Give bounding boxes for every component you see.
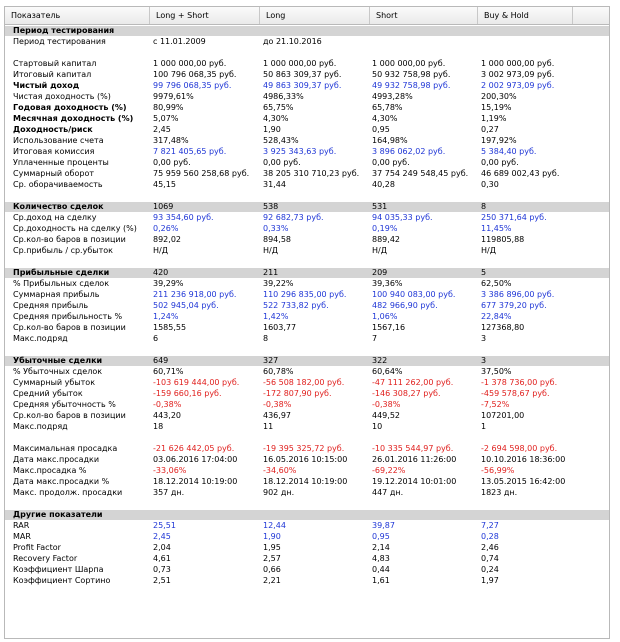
value-cell: -7,52% (481, 400, 510, 409)
value-cell: 1 000 000,00 руб. (372, 59, 446, 68)
table-row[interactable] (5, 147, 609, 157)
row-label: Коэффициент Сортино (13, 576, 111, 585)
row-label: Profit Factor (13, 543, 61, 552)
value-cell: 0,00 руб. (263, 158, 301, 167)
value-cell: 5 (481, 268, 487, 277)
table-row[interactable] (5, 444, 609, 454)
value-cell: 0,95 (372, 125, 390, 134)
value-cell: 62,50% (481, 279, 512, 288)
value-cell: -21 626 442,05 руб. (153, 444, 235, 453)
value-cell: 197,92% (481, 136, 517, 145)
table-row[interactable] (5, 224, 609, 234)
value-cell: 1,97 (481, 576, 499, 585)
value-cell: 322 (372, 356, 388, 365)
row-label: Ср.кол-во баров в позиции (13, 323, 126, 332)
row-label: Коэффициент Шарпа (13, 565, 104, 574)
value-cell: 15,19% (481, 103, 512, 112)
table-row[interactable] (5, 114, 609, 124)
value-cell: 502 945,04 руб. (153, 301, 219, 310)
value-cell: 11,45% (481, 224, 512, 233)
value-cell: 39,87 (372, 521, 395, 530)
value-cell: 18.12.2014 10:19:00 (263, 477, 348, 486)
value-cell: 2,21 (263, 576, 281, 585)
table-row[interactable] (5, 213, 609, 223)
value-cell: 327 (263, 356, 279, 365)
value-cell: 1,06% (372, 312, 398, 321)
value-cell: 39,29% (153, 279, 184, 288)
value-cell: 26.01.2016 11:26:00 (372, 455, 457, 464)
value-cell: 60,71% (153, 367, 184, 376)
table-row[interactable] (5, 279, 609, 289)
col-header-buy-hold[interactable]: Buy & Hold (478, 7, 573, 24)
table-row[interactable] (5, 235, 609, 245)
col-header-long-short[interactable]: Long + Short (150, 7, 260, 24)
value-cell: 8 (481, 202, 487, 211)
value-cell: 25,51 (153, 521, 176, 530)
value-cell: 0,26% (153, 224, 179, 233)
table-row[interactable] (5, 565, 609, 575)
value-cell (372, 37, 478, 47)
table-row[interactable] (5, 488, 609, 498)
row-label: % Убыточных сделок (13, 367, 103, 376)
value-cell: 443,20 (153, 411, 181, 420)
value-cell: 1,24% (153, 312, 179, 321)
value-cell: 22,84% (481, 312, 512, 321)
value-cell: 200,30% (481, 92, 517, 101)
value-cell: 0,28 (481, 532, 499, 541)
row-label: Ср. оборачиваемость (13, 180, 103, 189)
value-cell: 357 дн. (153, 488, 185, 497)
value-cell: 528,43% (263, 136, 299, 145)
value-cell: 8 (263, 334, 269, 343)
value-cell (481, 26, 607, 36)
value-cell: 531 (372, 202, 388, 211)
section-title: Прибыльные сделки (13, 268, 110, 277)
value-cell: 211 236 918,00 руб. (153, 290, 237, 299)
value-cell: 75 959 560 258,68 руб. (153, 169, 250, 178)
row-label: Дата макс.просадки % (13, 477, 110, 486)
value-cell: 3 925 343,63 руб. (263, 147, 337, 156)
section-title: Количество сделок (13, 202, 104, 211)
value-cell: -2 694 598,00 руб. (481, 444, 558, 453)
value-cell: 482 966,90 руб. (372, 301, 438, 310)
value-cell: 2,46 (481, 543, 499, 552)
value-cell: 420 (153, 268, 169, 277)
row-label: Чистая доходность (%) (13, 92, 111, 101)
value-cell: 99 796 068,35 руб. (153, 81, 232, 90)
table-row[interactable] (5, 422, 609, 432)
value-cell: -33,06% (153, 466, 187, 475)
value-cell: 0,27 (481, 125, 499, 134)
value-cell: 449,52 (372, 411, 400, 420)
value-cell (153, 26, 261, 36)
row-label: Суммарная прибыль (13, 290, 100, 299)
value-cell: 0,74 (481, 554, 499, 563)
section-header-row[interactable] (5, 510, 609, 520)
value-cell: 2,51 (153, 576, 171, 585)
value-cell: 46 689 002,43 руб. (481, 169, 560, 178)
value-cell: 2,04 (153, 543, 171, 552)
value-cell: 1567,16 (372, 323, 406, 332)
value-cell: 7 (372, 334, 378, 343)
value-cell: 65,75% (263, 103, 294, 112)
value-cell: 10 (372, 422, 383, 431)
value-cell: 0,00 руб. (372, 158, 410, 167)
row-label: Макс.просадка % (13, 466, 87, 475)
value-cell: Н/Д (263, 246, 278, 255)
table-row[interactable] (5, 169, 609, 179)
value-cell: 1 000 000,00 руб. (481, 59, 555, 68)
value-cell: 317,48% (153, 136, 189, 145)
value-cell: -0,38% (263, 400, 292, 409)
value-cell (372, 26, 478, 36)
value-cell: 40,28 (372, 180, 395, 189)
value-cell: 892,02 (153, 235, 181, 244)
value-cell (263, 510, 371, 520)
table-row[interactable] (5, 246, 609, 256)
value-cell: 0,00 руб. (153, 158, 191, 167)
value-cell: 164,98% (372, 136, 408, 145)
value-cell: 7 821 405,65 руб. (153, 147, 227, 156)
value-cell: 18.12.2014 10:19:00 (153, 477, 238, 486)
value-cell: 0,44 (372, 565, 390, 574)
row-label: Суммарный убыток (13, 378, 96, 387)
value-cell: 39,22% (263, 279, 294, 288)
row-label: Recovery Factor (13, 554, 78, 563)
value-cell (263, 26, 371, 36)
col-header-indicator[interactable]: Показатель (5, 7, 150, 24)
value-cell: 3 896 062,02 руб. (372, 147, 446, 156)
table-row[interactable] (5, 576, 609, 586)
table-row[interactable] (5, 554, 609, 564)
row-label: Ср.кол-во баров в позиции (13, 235, 126, 244)
table-row[interactable] (5, 334, 609, 344)
value-cell: 0,33% (263, 224, 289, 233)
value-cell: -19 395 325,72 руб. (263, 444, 345, 453)
value-cell: 3 386 896,00 руб. (481, 290, 555, 299)
value-cell: 4,30% (372, 114, 398, 123)
value-cell: 37 754 249 548,45 руб. (372, 169, 469, 178)
value-cell: -56,99% (481, 466, 515, 475)
value-cell: 110 296 835,00 руб. (263, 290, 347, 299)
value-cell: 3 (481, 334, 487, 343)
value-cell: 1823 дн. (481, 488, 518, 497)
value-cell: с 11.01.2009 (153, 37, 206, 46)
value-cell: 0,95 (372, 532, 390, 541)
value-cell: 93 354,60 руб. (153, 213, 214, 222)
value-cell: 1,61 (372, 576, 390, 585)
value-cell: 649 (153, 356, 169, 365)
table-row[interactable] (5, 411, 609, 421)
section-header-row[interactable] (5, 202, 609, 212)
row-label: Макс.подряд (13, 334, 68, 343)
value-cell: 18 (153, 422, 164, 431)
value-cell: 0,19% (372, 224, 398, 233)
section-title: Убыточные сделки (13, 356, 103, 365)
value-cell: 1 000 000,00 руб. (263, 59, 337, 68)
value-cell: 1069 (153, 202, 174, 211)
value-cell: 127368,80 (481, 323, 525, 332)
value-cell: 49 932 758,98 руб. (372, 81, 451, 90)
value-cell: 2,14 (372, 543, 390, 552)
table-row[interactable] (5, 543, 609, 553)
value-cell: 1,90 (263, 532, 281, 541)
value-cell: 4,61 (153, 554, 171, 563)
value-cell: 119805,88 (481, 235, 525, 244)
value-cell: 0,24 (481, 565, 499, 574)
section-title: Период тестирования (13, 26, 115, 35)
value-cell: до 21.10.2016 (263, 37, 322, 46)
value-cell: 10.10.2016 18:36:00 (481, 455, 566, 464)
table-row[interactable] (5, 532, 609, 542)
section-header-row[interactable] (5, 268, 609, 278)
value-cell: 50 863 309,37 руб. (263, 70, 342, 79)
row-label: Период тестирования (13, 37, 106, 46)
value-cell: -69,22% (372, 466, 406, 475)
row-label: Итоговая комиссия (13, 147, 95, 156)
table-row[interactable] (5, 158, 609, 168)
value-cell (481, 510, 607, 520)
section-header-row[interactable] (5, 356, 609, 366)
value-cell: 0,73 (153, 565, 171, 574)
row-label: Максимальная просадка (13, 444, 118, 453)
value-cell: 1585,55 (153, 323, 187, 332)
table-row[interactable] (5, 290, 609, 300)
value-cell: 65,78% (372, 103, 403, 112)
value-cell: Н/Д (372, 246, 387, 255)
value-cell: 45,15 (153, 180, 176, 189)
value-cell: 80,99% (153, 103, 184, 112)
table-row[interactable] (5, 59, 609, 69)
value-cell: 4986,33% (263, 92, 304, 101)
table-row[interactable] (5, 180, 609, 190)
value-cell: 2,57 (263, 554, 281, 563)
table-row[interactable] (5, 312, 609, 322)
value-cell: 1 (481, 422, 487, 431)
row-label: Суммарный оборот (13, 169, 95, 178)
row-label: Средняя убыточность % (13, 400, 116, 409)
value-cell: -47 111 262,00 руб. (372, 378, 454, 387)
value-cell: 1603,77 (263, 323, 297, 332)
row-label: % Прибыльных сделок (13, 279, 110, 288)
row-label: Дата макс.просадки (13, 455, 100, 464)
value-cell: -172 807,90 руб. (263, 389, 332, 398)
value-cell: 38 205 310 710,23 руб. (263, 169, 360, 178)
table-row[interactable] (5, 367, 609, 377)
value-cell (153, 510, 261, 520)
row-label: Месячная доходность (%) (13, 114, 134, 123)
table-row[interactable] (5, 125, 609, 135)
row-label: Средний убыток (13, 389, 83, 398)
value-cell: -10 335 544,97 руб. (372, 444, 454, 453)
value-cell: 5,07% (153, 114, 179, 123)
value-cell: 1,42% (263, 312, 289, 321)
value-cell: 37,50% (481, 367, 512, 376)
table-row[interactable] (5, 466, 609, 476)
table-row[interactable] (5, 477, 609, 487)
value-cell: -1 378 736,00 руб. (481, 378, 558, 387)
value-cell: 436,97 (263, 411, 291, 420)
value-cell: 902 дн. (263, 488, 295, 497)
row-label: Средняя прибыльность % (13, 312, 123, 321)
value-cell: 107201,00 (481, 411, 525, 420)
table-row[interactable] (5, 521, 609, 531)
value-cell: 7,27 (481, 521, 499, 530)
row-label: Ср.доход на сделку (13, 213, 97, 222)
row-label: Чистый доход (13, 81, 80, 90)
value-cell: 60,78% (263, 367, 294, 376)
value-cell: 16.05.2016 10:15:00 (263, 455, 348, 464)
value-cell: 522 733,82 руб. (263, 301, 329, 310)
section-header-row[interactable] (5, 26, 609, 36)
value-cell: 100 796 068,35 руб. (153, 70, 237, 79)
table-row[interactable] (5, 37, 609, 47)
section-title: Другие показатели (13, 510, 103, 519)
value-cell: 31,44 (263, 180, 286, 189)
stats-table-window (4, 6, 610, 639)
value-cell: 0,30 (481, 180, 499, 189)
value-cell: 9979,61% (153, 92, 194, 101)
table-row[interactable] (5, 92, 609, 102)
value-cell: -0,38% (372, 400, 401, 409)
col-header-long[interactable]: Long (260, 7, 370, 24)
value-cell: 50 932 758,98 руб. (372, 70, 451, 79)
row-label: Ср.прибыль / ср.убыток (13, 246, 113, 255)
value-cell: 894,58 (263, 235, 291, 244)
value-cell: 60,64% (372, 367, 403, 376)
value-cell: 250 371,64 руб. (481, 213, 547, 222)
value-cell: 0,00 руб. (481, 158, 519, 167)
value-cell (372, 510, 478, 520)
value-cell: 100 940 083,00 руб. (372, 290, 456, 299)
table-row[interactable] (5, 103, 609, 113)
row-label: Уплаченные проценты (13, 158, 109, 167)
value-cell: 1,19% (481, 114, 507, 123)
value-cell: 211 (263, 268, 279, 277)
table-row[interactable] (5, 323, 609, 333)
value-cell: 19.12.2014 10:01:00 (372, 477, 457, 486)
value-cell: 2 002 973,09 руб. (481, 81, 555, 90)
table-row[interactable] (5, 301, 609, 311)
value-cell: -159 660,16 руб. (153, 389, 222, 398)
table-row[interactable] (5, 70, 609, 80)
value-cell: 13.05.2015 16:42:00 (481, 477, 566, 486)
table-row[interactable] (5, 378, 609, 388)
col-header-short[interactable]: Short (370, 7, 478, 24)
value-cell: 889,42 (372, 235, 400, 244)
row-label: Годовая доходность (%) (13, 103, 127, 112)
value-cell: -56 508 182,00 руб. (263, 378, 345, 387)
table-row[interactable] (5, 81, 609, 91)
value-cell: 209 (372, 268, 388, 277)
value-cell: -0,38% (153, 400, 182, 409)
value-cell: 5 384,40 руб. (481, 147, 537, 156)
value-cell: 447 дн. (372, 488, 404, 497)
value-cell: 3 002 973,09 руб. (481, 70, 555, 79)
value-cell: 3 (481, 356, 487, 365)
row-label: RAR (13, 521, 30, 530)
value-cell: 6 (153, 334, 159, 343)
table-row[interactable] (5, 455, 609, 465)
value-cell (481, 37, 607, 47)
row-label: Макс. продолж. просадки (13, 488, 123, 497)
row-label: MAR (13, 532, 31, 541)
value-cell: 4993,28% (372, 92, 413, 101)
value-cell: 03.06.2016 17:04:00 (153, 455, 238, 464)
row-label: Доходность/риск (13, 125, 93, 134)
value-cell: 1 000 000,00 руб. (153, 59, 227, 68)
table-row[interactable] (5, 389, 609, 399)
value-cell: 12,44 (263, 521, 286, 530)
value-cell: 11 (263, 422, 274, 431)
value-cell: 538 (263, 202, 279, 211)
row-label: Ср.доходность на сделку (%) (13, 224, 137, 233)
value-cell: 4,83 (372, 554, 390, 563)
table-row[interactable] (5, 136, 609, 146)
value-cell: 94 035,33 руб. (372, 213, 433, 222)
row-label: Использование счета (13, 136, 104, 145)
row-label: Средняя прибыль (13, 301, 89, 310)
value-cell: 4,30% (263, 114, 289, 123)
value-cell: 2,45 (153, 532, 171, 541)
value-cell: -34,60% (263, 466, 297, 475)
value-cell: 1,90 (263, 125, 281, 134)
table-row[interactable] (5, 400, 609, 410)
value-cell: Н/Д (481, 246, 496, 255)
value-cell: -146 308,27 руб. (372, 389, 441, 398)
table-header (5, 7, 609, 25)
row-label: Стартовый капитал (13, 59, 97, 68)
row-label: Ср.кол-во баров в позиции (13, 411, 126, 420)
value-cell: -459 578,67 руб. (481, 389, 550, 398)
value-cell: -103 619 444,00 руб. (153, 378, 240, 387)
value-cell: 92 682,73 руб. (263, 213, 324, 222)
row-label: Итоговый капитал (13, 70, 92, 79)
value-cell: 2,45 (153, 125, 171, 134)
value-cell: 49 863 309,37 руб. (263, 81, 342, 90)
value-cell: Н/Д (153, 246, 168, 255)
value-cell: 1,95 (263, 543, 281, 552)
row-label: Макс.подряд (13, 422, 68, 431)
value-cell: 677 379,20 руб. (481, 301, 547, 310)
value-cell: 0,66 (263, 565, 281, 574)
value-cell: 39,36% (372, 279, 403, 288)
